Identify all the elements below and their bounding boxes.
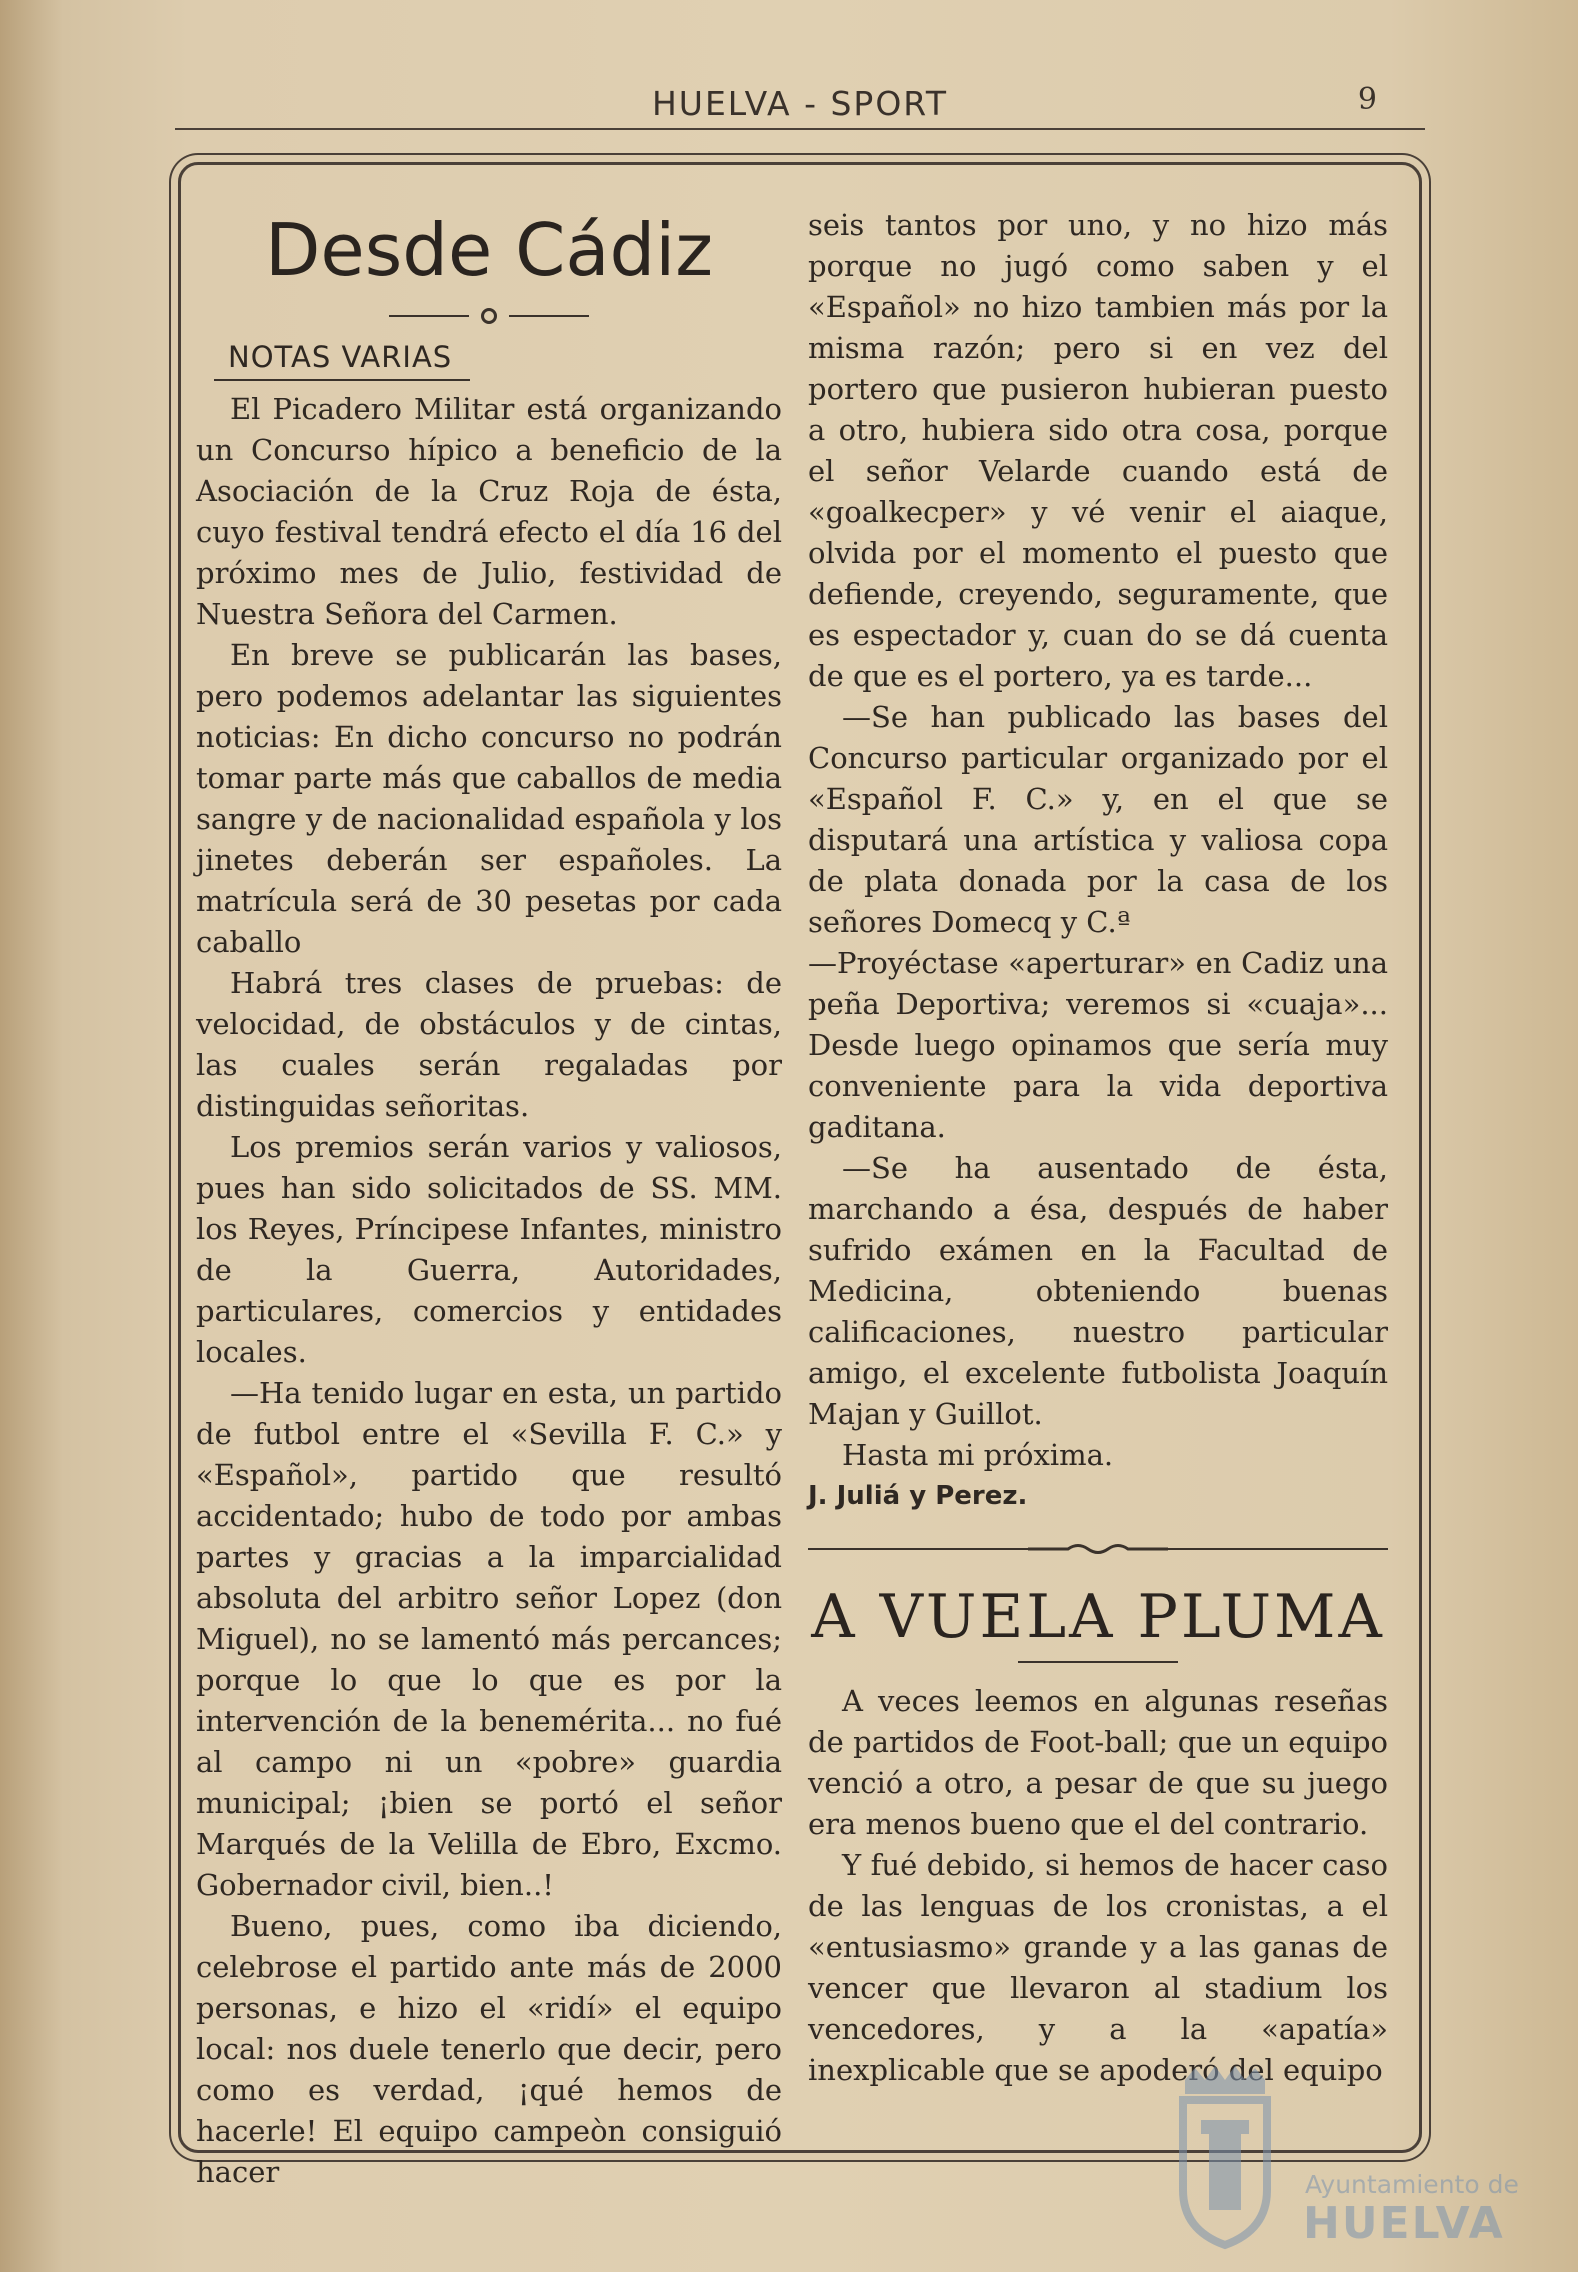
page-number: 9 <box>1357 82 1377 117</box>
paragraph: —Se han publicado las bases del Concurso particular organizado por el «Español F. C.» y, en el que se disputará una artística y valiosa copa de plata donada por la casa de los señores Domecq y C.ª <box>808 700 1388 939</box>
running-header <box>175 80 1425 130</box>
watermark-line-2: HUELVA <box>1303 2198 1505 2249</box>
author-signature: J. Juliá y Perez. <box>808 1481 1028 1511</box>
section-kicker: NOTAS VARIAS <box>214 337 470 381</box>
paragraph: En breve se publicarán las bases, pero podemos adelantar las siguientes noticias: En dicho concurso no podrán tomar parte más que caballos de media sangre y de nacionalidad española y los jinetes deberán ser españoles. La matrícula será de 30 pesetas por cada caballo <box>196 638 782 959</box>
paragraph: —Se ha ausentado de ésta, marchando a ésa, después de haber sufrido exámen en la Facultad de Medicina, obteniendo buenas calificaciones, nuestro particular amigo, el excelente futbolista Joaquín Majan y Guillot. <box>808 1151 1388 1431</box>
paragraph: —Ha tenido lugar en esta, un partido de futbol entre el «Sevilla F. C.» y «Español», partido que resultó accidentado; hubo de todo por ambas partes y gracias a la imparcialidad absoluta del arbitro señor Lopez (don Miguel), no se lamentó más percances; porque lo que lo que es por la intervención de la benemérita... no fué al campo ni un «pobre» guardia municipal; ¡bien se portó el señor Marqués de la Velilla de Ebro, Excmo. Gobernador civil, bien..! <box>196 1376 782 1902</box>
right-column <box>808 205 1388 2091</box>
archive-watermark <box>1165 2060 1525 2250</box>
watermark-line-1: Ayuntamiento de <box>1305 2170 1519 2199</box>
paragraph: Habrá tres clases de pruebas: de velocidad, de obstáculos y de cintas, las cuales serán regaladas por distinguidas señoritas. <box>196 966 782 1123</box>
paragraph: —Proyéctase «aperturar» en Cadiz una peña Deportiva; veremos si «cuaja»... Desde luego opinamos que sería muy conveniente para la vida deportiva gaditana. <box>808 946 1388 1144</box>
paragraph: A veces leemos en algunas reseñas de partidos de Foot-ball; que un equipo venció a otro, a pesar de que su juego era menos bueno que el del contrario. <box>808 1684 1388 1841</box>
circle-ornament-icon <box>196 301 782 331</box>
article-title: Desde Cádiz <box>264 208 714 292</box>
paragraph: Bueno, pues, como iba diciendo, celebrose el partido ante más de 2000 personas, e hizo el «ridí» el equipo local: nos duele tenerlo que decir, pero como es verdad, ¡qué hemos de hacerle! El equipo campeòn consiguió hacer <box>196 1909 782 2189</box>
title-underline <box>1018 1661 1178 1663</box>
wave-separator-icon <box>808 1529 1388 1569</box>
paragraph: seis tantos por uno, y no hizo más porque no jugó como saben y el «Español» no hizo tambien más por la misma razón; pero si en vez del portero que pusieron hubieran puesto a otro, hubiera sido otra cosa, porque el señor Velarde cuando está de «goalkecper» y vé venir el aiaque, olvida por el momento el puesto que defiende, creyendo, seguramente, que es espectador y, cuan do se dá cuenta de que es el portero, ya es tarde... <box>808 208 1388 693</box>
huelva-coat-of-arms-icon <box>1165 2060 1285 2250</box>
paragraph: Y fué debido, si hemos de hacer caso de las lenguas de los cronistas, a el «entusiasmo» grande y a las ganas de vencer que llevaron al stadium los vencedores, y a la «apatía» inexplicable que se apoderó del equipo <box>808 1848 1388 2087</box>
paragraph: Los premios serán varios y valiosos, pues han sido solicitados de SS. MM. los Reyes, Príncipese Infantes, ministro de la Guerra, Autoridades, particulares, comercios y entidades locales. <box>196 1130 782 1369</box>
paragraph: El Picadero Militar está organizando un Concurso hípico a beneficio de la Asociación de la Cruz Roja de ésta, cuyo festival tendrá efecto el día 16 del próximo mes de Julio, festividad de Nuestra Señora del Carmen. <box>196 392 782 631</box>
second-article-title: A VUELA PLUMA <box>811 1582 1385 1652</box>
running-title: HUELVA - SPORT <box>651 84 948 123</box>
paragraph: Hasta mi próxima. <box>842 1438 1114 1472</box>
left-column <box>196 205 782 2193</box>
